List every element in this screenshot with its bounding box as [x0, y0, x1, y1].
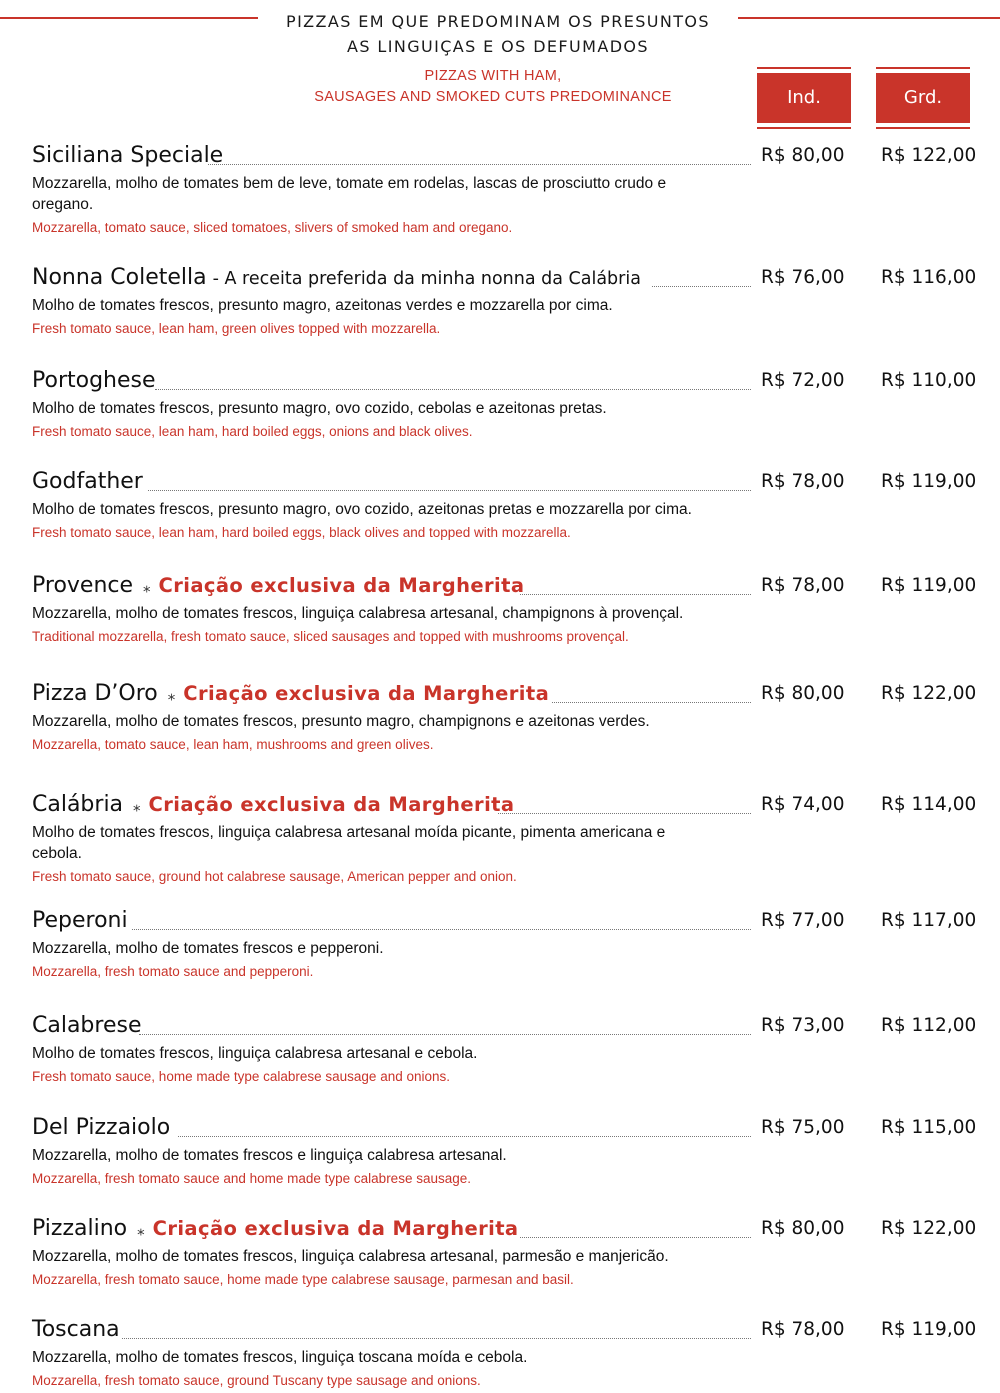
description-pt: Molho de tomates frescos, linguiça calabresa artesanal moída picante, pimenta americana e cebola.: [32, 824, 666, 862]
exclusive-label: Criação exclusiva da Margherita: [152, 1217, 519, 1240]
menu-item: [32, 143, 982, 238]
pizza-name: Peperoni: [32, 908, 128, 933]
pizza-name: Pizza D’Oro: [32, 681, 158, 706]
menu-item-header: [32, 681, 982, 711]
pizza-name: Nonna Coletella: [32, 265, 207, 290]
menu-item-header: [32, 1115, 982, 1145]
menu-item: [32, 681, 982, 755]
description-en: Fresh tomato sauce, lean ham, hard boiled eggs, onions and black olives.: [32, 424, 473, 439]
section-title-line1: PIZZAS EM QUE PREDOMINAM OS PRESUNTOS: [286, 12, 710, 31]
pizza-name: Toscana: [32, 1317, 120, 1342]
menu-item-header: [32, 469, 982, 499]
menu-item-header: [32, 368, 982, 398]
dotted-leader: [178, 1136, 751, 1137]
price-grande: R$ 119,00: [881, 575, 977, 596]
dotted-leader: [520, 594, 751, 595]
dotted-leader: [155, 389, 751, 390]
exclusive-label: Criação exclusiva da Margherita: [158, 574, 525, 597]
pizza-tagline: - A receita preferida da minha nonna da Calábria: [212, 269, 641, 289]
menu-item: [32, 1013, 982, 1087]
menu-item-header: [32, 265, 982, 295]
price-grande: R$ 116,00: [881, 267, 977, 288]
description-pt: Molho de tomates frescos, presunto magro, azeitonas verdes e mozzarella por cima.: [32, 297, 613, 314]
menu-item: [32, 1216, 982, 1290]
price-grande: R$ 117,00: [881, 910, 977, 931]
price-individual: R$ 80,00: [761, 1218, 845, 1239]
description-pt: Mozzarella, molho de tomates frescos e pepperoni.: [32, 940, 384, 957]
description-pt: Mozzarella, molho de tomates frescos, linguiça toscana moída e cebola.: [32, 1349, 528, 1366]
price-individual: R$ 73,00: [761, 1015, 845, 1036]
menu-item-header: [32, 908, 982, 938]
menu-item-header: [32, 1013, 982, 1043]
price-grande: R$ 122,00: [881, 145, 977, 166]
dotted-leader: [132, 929, 751, 930]
menu-item: [32, 1115, 982, 1189]
description-pt: Mozzarella, molho de tomates frescos, presunto magro, champignons e azeitonas verdes.: [32, 713, 650, 730]
price-grande: R$ 110,00: [881, 370, 977, 391]
price-grande: R$ 119,00: [881, 1319, 977, 1340]
dotted-leader: [122, 1338, 751, 1339]
pizza-name: Pizzalino: [32, 1216, 128, 1241]
header-rule-left: [0, 17, 258, 19]
price-individual: R$ 76,00: [761, 267, 845, 288]
pizza-name: Portoghese: [32, 368, 156, 393]
menu-item-header: [32, 573, 982, 603]
price-individual: R$ 72,00: [761, 370, 845, 391]
menu-item-header: [32, 792, 982, 822]
exclusive-label: Criação exclusiva da Margherita: [148, 793, 515, 816]
description-en: Fresh tomato sauce, lean ham, hard boiled eggs, black olives and topped with mozzarella.: [32, 525, 571, 540]
description-en: Fresh tomato sauce, ground hot calabrese sausage, American pepper and onion.: [32, 869, 517, 884]
size-grande-label: Grd.: [876, 73, 970, 123]
price-grande: R$ 115,00: [881, 1117, 977, 1138]
menu-item: [32, 792, 982, 887]
price-individual: R$ 74,00: [761, 794, 845, 815]
pizza-name: Calábria: [32, 792, 124, 817]
asterisk-icon: ⁎: [143, 578, 151, 596]
price-individual: R$ 80,00: [761, 683, 845, 704]
section-subtitle-line1: PIZZAS WITH HAM,: [424, 68, 562, 84]
menu-item: [32, 469, 982, 543]
section-subtitle-line2: SAUSAGES AND SMOKED CUTS PREDOMINANCE: [314, 89, 672, 105]
section-subtitle: [260, 66, 726, 108]
menu-item: [32, 1317, 982, 1391]
dotted-leader: [139, 1034, 751, 1035]
description-pt: Mozzarella, molho de tomates bem de leve, tomate em rodelas, lascas de prosciutto crudo e oregano.: [32, 175, 667, 213]
description-en: Mozzarella, tomato sauce, lean ham, mushrooms and green olives.: [32, 737, 434, 752]
description-en: Fresh tomato sauce, home made type calabrese sausage and onions.: [32, 1069, 450, 1084]
menu-item-header: [32, 143, 982, 173]
menu-item: [32, 573, 982, 647]
price-individual: R$ 78,00: [761, 471, 845, 492]
description-pt: Molho de tomates frescos, presunto magro, ovo cozido, cebolas e azeitonas pretas.: [32, 400, 607, 417]
menu-item: [32, 265, 982, 339]
size-grande-header: [876, 67, 970, 129]
description-en: Mozzarella, fresh tomato sauce, home made type calabrese sausage, parmesan and basil.: [32, 1272, 574, 1287]
pizza-name: Provence: [32, 573, 134, 598]
price-grande: R$ 114,00: [881, 794, 977, 815]
dotted-leader: [520, 1237, 751, 1238]
price-grande: R$ 122,00: [881, 1218, 977, 1239]
pizza-name: Del Pizzaiolo: [32, 1115, 171, 1140]
price-individual: R$ 75,00: [761, 1117, 845, 1138]
description-en: Mozzarella, fresh tomato sauce, ground Tuscany type sausage and onions.: [32, 1373, 481, 1388]
menu-item: [32, 908, 982, 982]
size-individual-label: Ind.: [757, 73, 851, 123]
dotted-leader: [652, 286, 751, 287]
description-pt: Mozzarella, molho de tomates frescos, linguiça calabresa artesanal, champignons à provençal.: [32, 605, 684, 622]
description-en: Mozzarella, tomato sauce, sliced tomatoes, slivers of smoked ham and oregano.: [32, 220, 513, 235]
price-individual: R$ 78,00: [761, 1319, 845, 1340]
dotted-leader: [552, 702, 751, 703]
price-individual: R$ 80,00: [761, 145, 845, 166]
asterisk-icon: ⁎: [167, 686, 176, 704]
menu-item-header: [32, 1317, 982, 1347]
dotted-leader: [208, 164, 751, 165]
description-en: Traditional mozzarella, fresh tomato sauce, sliced sausages and topped with mushrooms provençal.: [32, 629, 629, 644]
description-pt: Molho de tomates frescos, presunto magro, ovo cozido, azeitonas pretas e mozzarella por cima.: [32, 501, 692, 518]
description-pt: Molho de tomates frescos, linguiça calabresa artesanal e cebola.: [32, 1045, 478, 1062]
size-individual-header: [757, 67, 851, 129]
exclusive-label: Criação exclusiva da Margherita: [183, 682, 550, 705]
price-individual: R$ 78,00: [761, 575, 845, 596]
section-title-line2: AS LINGUIÇAS E OS DEFUMADOS: [347, 37, 649, 56]
section-title: [260, 9, 736, 59]
dotted-leader: [498, 813, 751, 814]
price-grande: R$ 112,00: [881, 1015, 977, 1036]
menu-item: [32, 368, 982, 442]
description-pt: Mozzarella, molho de tomates frescos e linguiça calabresa artesanal.: [32, 1147, 507, 1164]
pizza-name: Calabrese: [32, 1013, 142, 1038]
price-grande: R$ 122,00: [881, 683, 977, 704]
header-rule-right: [738, 17, 1000, 19]
asterisk-icon: ⁎: [137, 1221, 145, 1239]
description-en: Fresh tomato sauce, lean ham, green olives topped with mozzarella.: [32, 321, 441, 336]
description-en: Mozzarella, fresh tomato sauce and pepperoni.: [32, 964, 314, 979]
price-individual: R$ 77,00: [761, 910, 845, 931]
pizza-name: Siciliana Speciale: [32, 143, 224, 168]
description-pt: Mozzarella, molho de tomates frescos, linguiça calabresa artesanal, parmesão e manjericão.: [32, 1248, 669, 1265]
asterisk-icon: ⁎: [133, 797, 141, 815]
menu-item-header: [32, 1216, 982, 1246]
description-en: Mozzarella, fresh tomato sauce and home made type calabrese sausage.: [32, 1171, 471, 1186]
price-grande: R$ 119,00: [881, 471, 977, 492]
pizza-name: Godfather: [32, 469, 143, 494]
dotted-leader: [148, 490, 751, 491]
